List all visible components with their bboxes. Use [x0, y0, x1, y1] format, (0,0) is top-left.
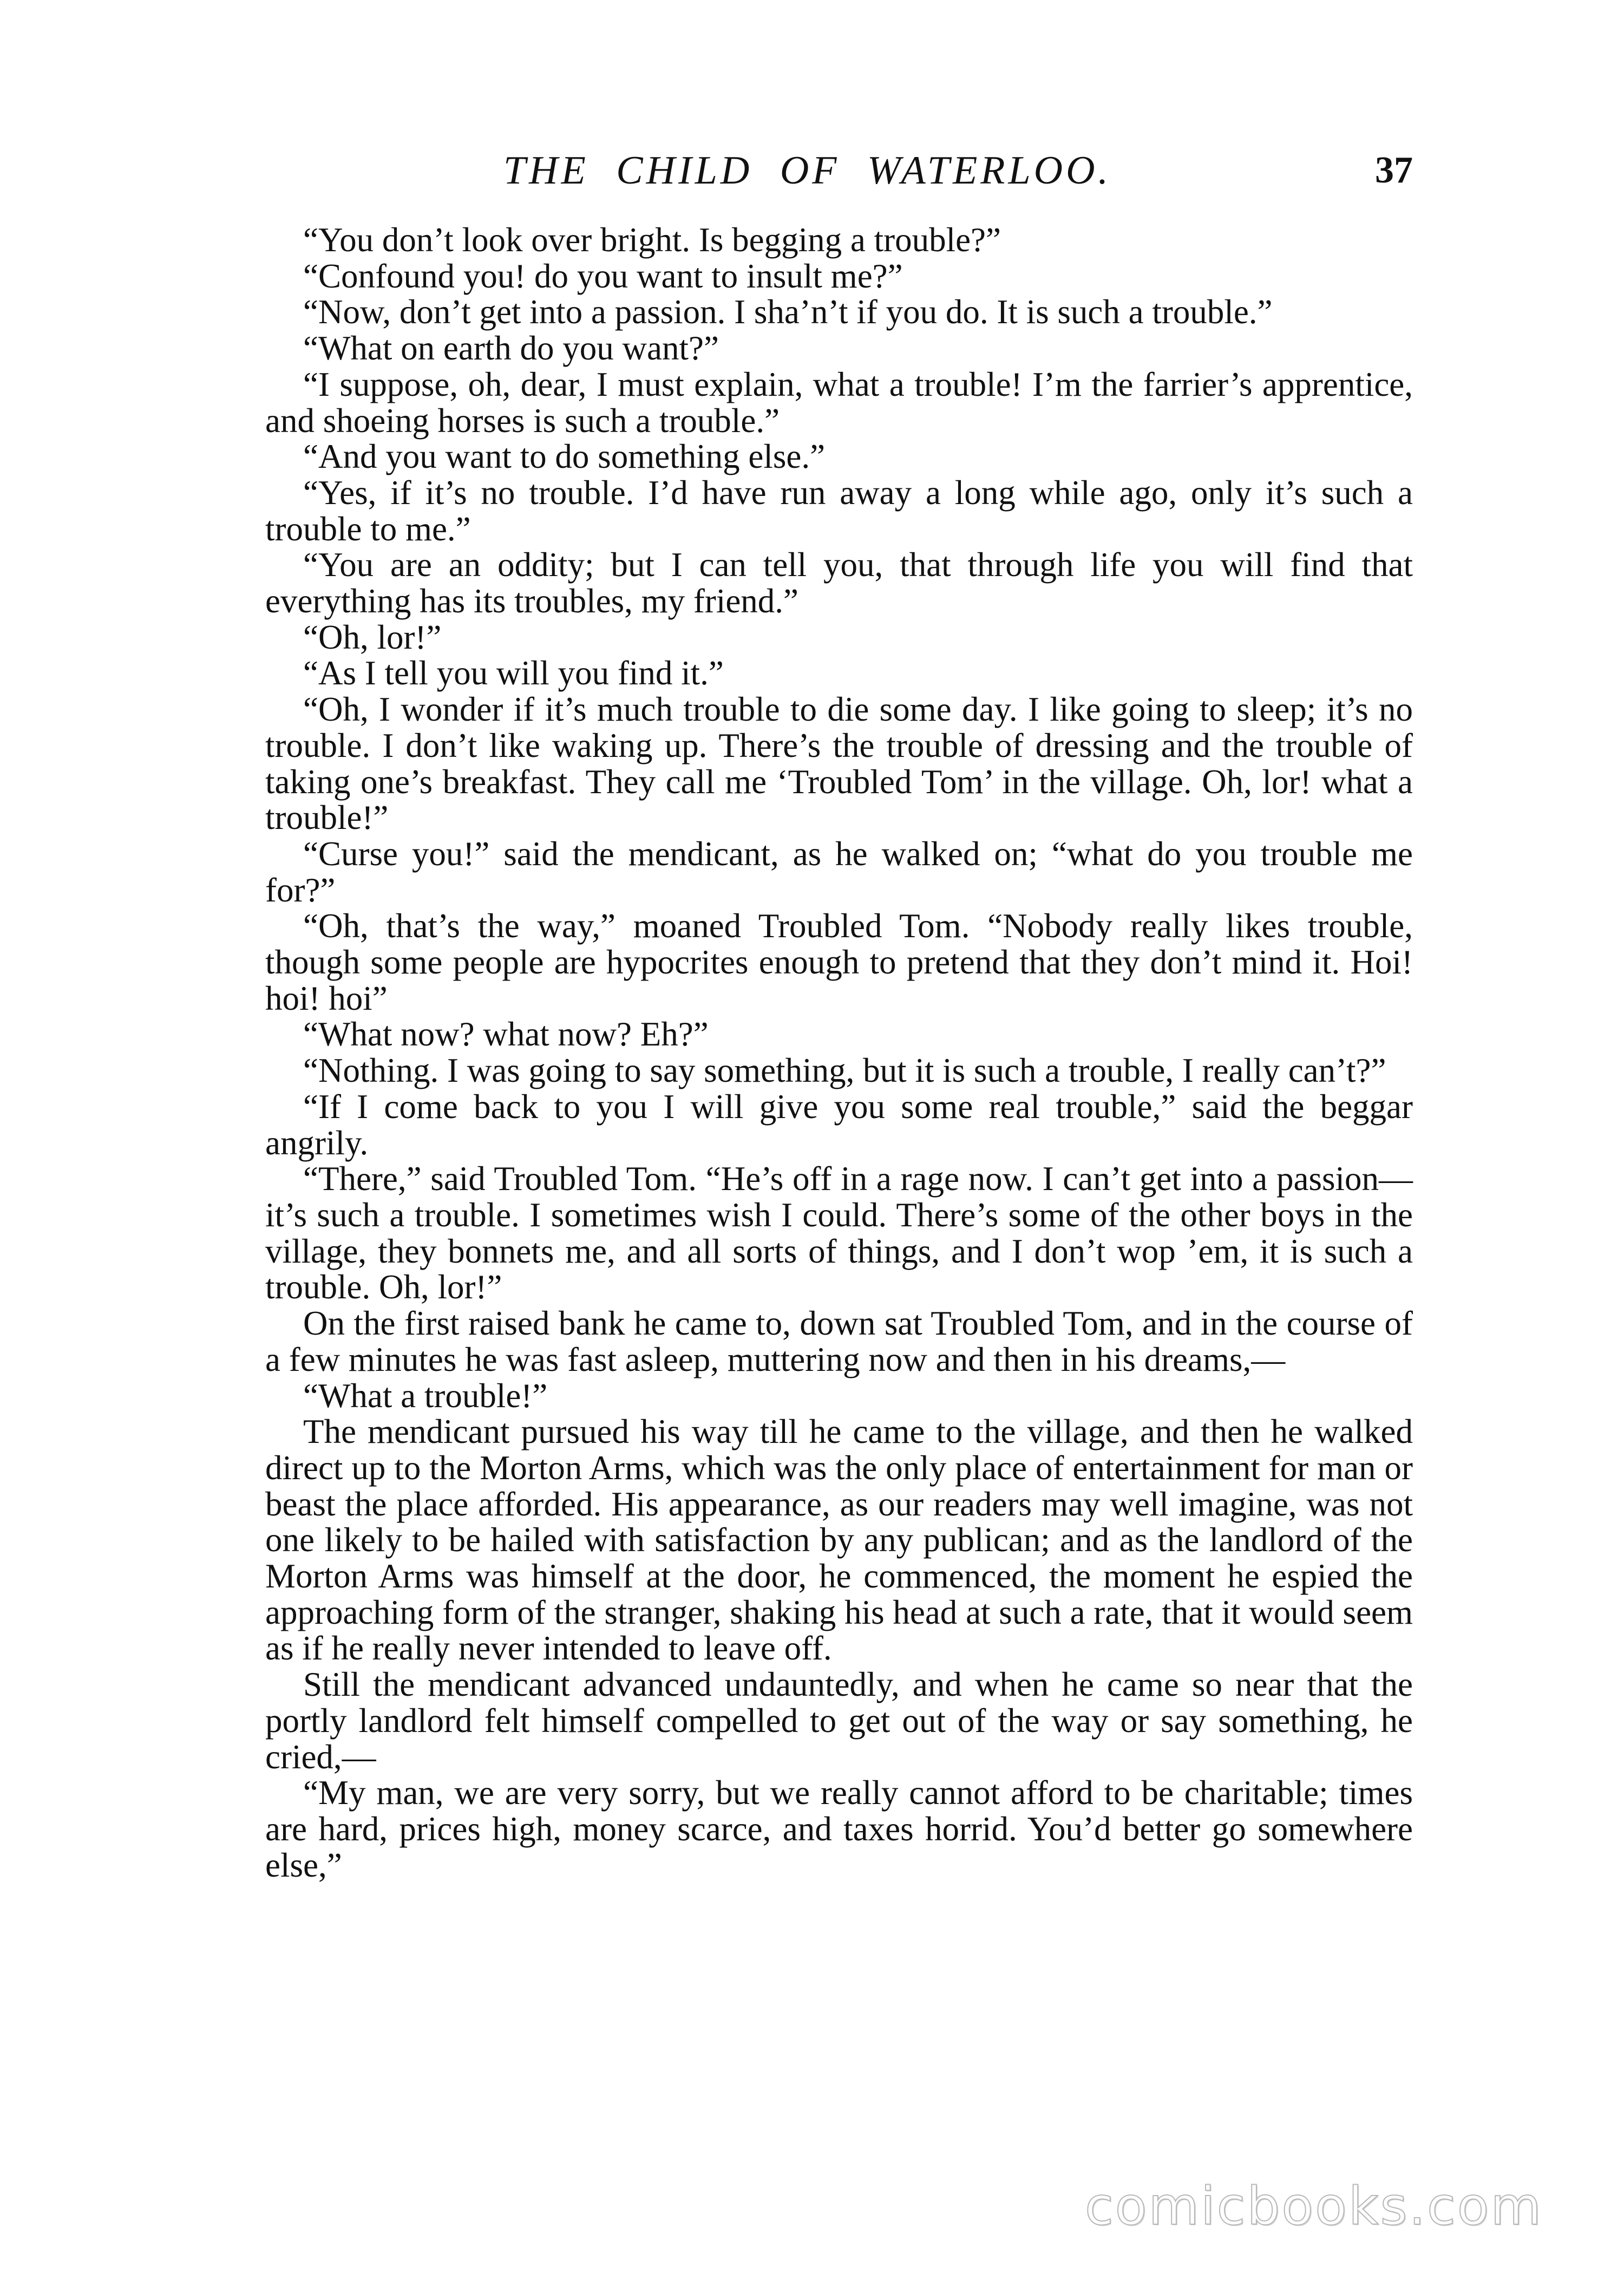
paragraph: “What a trouble!”: [303, 1376, 548, 1415]
paragraph: On the first raised bank he came to, down sat Troubled Tom, and in the course of a few minutes he was fast asleep, muttering now and then in his dreams,—: [265, 1304, 1413, 1378]
paragraph: “What on earth do you want?”: [303, 329, 719, 368]
paragraph: “Oh, lor!”: [303, 618, 442, 656]
paragraph: “What now? what now? Eh?”: [303, 1015, 709, 1054]
paragraph: “Yes, if it’s no trouble. I’d have run away a long while ago, only it’s such a trouble to me.”: [265, 473, 1413, 548]
watermark: comicbooks.com: [1084, 2176, 1543, 2237]
paragraph: “Now, don’t get into a passion. I sha’n’t if you do. It is such a trouble.”: [303, 293, 1273, 331]
page-number: 37: [1375, 149, 1413, 191]
body-text: [265, 222, 1413, 1883]
paragraph: Still the mendicant advanced undauntedly, and when he came so near that the portly landlord felt himself compelled to get out of the way or say something, he cried,—: [265, 1665, 1413, 1776]
paragraph: “Nothing. I was going to say something, but it is such a trouble, I really can’t?”: [303, 1051, 1386, 1090]
paragraph: “Confound you! do you want to insult me?”: [303, 257, 903, 295]
paragraph: “Curse you!” said the mendicant, as he walked on; “what do you trouble me for?”: [265, 834, 1413, 909]
paragraph: “There,” said Troubled Tom. “He’s off in a rage now. I can’t get into a passion—it’s such a trouble. I sometimes wish I could. There’s some of the other boys in the village, they bonnets me, and all sorts of things, and I don’t wop ’em, it is such a trouble. Oh, lor!”: [265, 1160, 1413, 1306]
paragraph: “If I come back to you I will give you some real trouble,” said the beggar angrily.: [265, 1087, 1413, 1162]
running-title: THE CHILD OF WATERLOO.: [503, 148, 1112, 193]
paragraph: The mendicant pursued his way till he came to the village, and then he walked direct up to the Morton Arms, which was the only place of entertainment for man or beast the place afforded. His appearance, as our readers may well imagine, was not one likely to be hailed with satisfaction by any publican; and as the landlord of the Morton Arms was himself at the door, he commenced, the moment he espied the approaching form of the stranger, shaking his head at such a rate, that it would seem as if he really never intended to leave off.: [265, 1413, 1413, 1668]
paragraph: “As I tell you will you find it.”: [303, 654, 724, 692]
paragraph: “My man, we are very sorry, but we really cannot afford to be charitable; times are hard, prices high, money scarce, and taxes horrid. You’d better go somewhere else,”: [265, 1774, 1413, 1884]
paragraph: “Oh, I wonder if it’s much trouble to die some day. I like going to sleep; it’s no trouble. I don’t like waking up. There’s the trouble of dressing and the trouble of taking one’s breakfast. They call me ‘Troubled Tom’ in the village. Oh, lor! what a trouble!”: [265, 690, 1413, 837]
paragraph: “I suppose, oh, dear, I must explain, what a trouble! I’m the farrier’s apprentice, and shoeing horses is such a trouble.”: [265, 365, 1413, 440]
paragraph: “You are an oddity; but I can tell you, that through life you will find that everything has its troubles, my friend.”: [265, 546, 1413, 620]
page-header: [265, 146, 1413, 206]
paragraph: “Oh, that’s the way,” moaned Troubled Tom. “Nobody really likes trouble, though some people are hypocrites enough to pretend that they don’t mind it. Hoi! hoi! hoi”: [265, 907, 1413, 1017]
paragraph: “You don’t look over bright. Is begging a trouble?”: [303, 221, 1001, 259]
paragraph: “And you want to do something else.”: [303, 437, 826, 476]
